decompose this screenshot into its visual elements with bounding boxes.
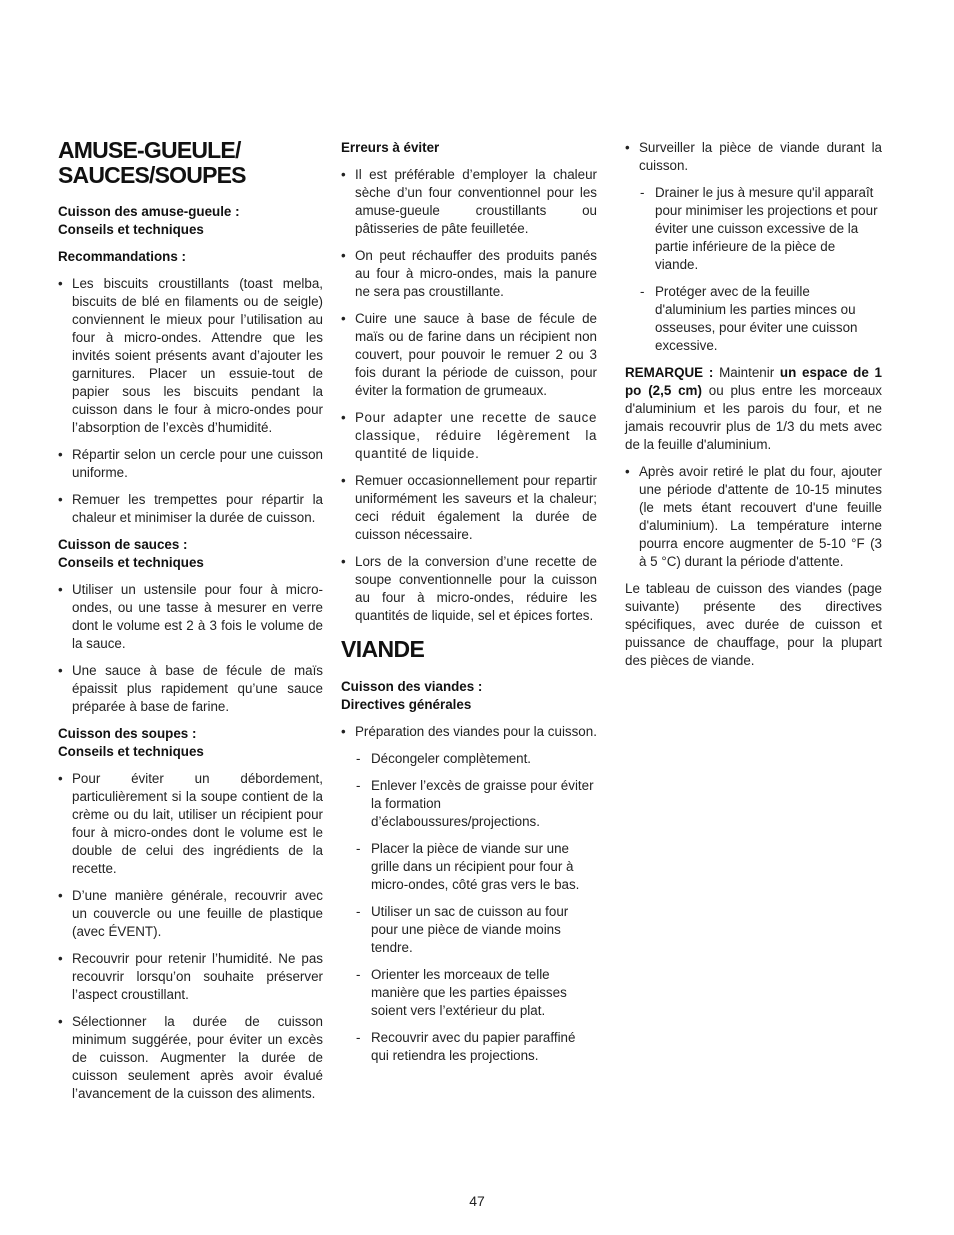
sauces-list <box>58 581 323 716</box>
list-item: • Sélectionner la durée de cuisson minimum suggérée, pour éviter un excès de cuisson. Augmenter la durée de cuisson seulement après avoir évalué l’avancement de la cuisson des aliments. <box>58 1013 323 1103</box>
column-right <box>625 139 882 679</box>
viandes-list <box>341 723 597 741</box>
surveiller-dash-list <box>625 184 882 355</box>
subheading-amuse-gueule: Cuisson des amuse-gueule : Conseils et techniques <box>58 204 240 237</box>
page-number: 47 <box>469 1193 485 1209</box>
list-item: - Drainer le jus à mesure qu'il apparaît pour minimiser les projections et pour éviter une cuisson excessive de la partie inférieure de la pièce de viande. <box>625 184 882 274</box>
list-item: - Enlever l’excès de graisse pour éviter la formation d’éclaboussures/projections. <box>341 777 597 831</box>
list-item: - Recouvrir avec du papier paraffiné qui retiendra les projections. <box>341 1029 597 1065</box>
subheading-sauces: Cuisson de sauces : Conseils et techniques <box>58 537 204 570</box>
list-item: • Utiliser un ustensile pour four à micro-ondes, ou une tasse à mesurer en verre dont le volume est 2 à 3 fois le volume de la sauce. <box>58 581 323 653</box>
list-item: • Pour adapter une recette de sauce classique, réduire légèrement la quantité de liquide. <box>341 409 597 463</box>
list-item: • Recouvrir pour retenir l’humidité. Ne pas recouvrir lorsqu’on souhaite préserver l’aspect croustillant. <box>58 950 323 1004</box>
list-item: • Préparation des viandes pour la cuisson. <box>341 723 597 741</box>
column-middle <box>341 139 597 1074</box>
list-item: - Protéger avec de la feuille d'aluminium les parties minces ou osseuses, pour éviter une cuisson excessive. <box>625 283 882 355</box>
surveiller-list <box>625 139 882 175</box>
erreurs-list <box>341 166 597 625</box>
list-item: • Répartir selon un cercle pour une cuisson uniforme. <box>58 446 323 482</box>
subheading-recommandations: Recommandations : <box>58 249 186 264</box>
list-item: • Cuire une sauce à base de fécule de maïs ou de farine dans un récipient non couvert, pour pouvoir le remuer 2 ou 3 fois durant la période de cuisson, pour éviter la formation de grumeaux. <box>341 310 597 400</box>
list-item: • Il est préférable d’employer la chaleur sèche d’un four conventionnel pour les amuse-gueule croustillants ou pâtisseries de pâte feuilletée. <box>341 166 597 238</box>
list-item: - Placer la pièce de viande sur une grille dans un récipient pour four à micro-ondes, côté gras vers le bas. <box>341 840 597 894</box>
list-item: • Lors de la conversion d’une recette de soupe conventionnelle pour la cuisson au four à micro-ondes, réduire les quantités de liquide, sel et épices fortes. <box>341 553 597 625</box>
column-left <box>58 138 323 1112</box>
list-item: - Utiliser un sac de cuisson au four pour une pièce de viande moins tendre. <box>341 903 597 957</box>
list-item: • On peut réchauffer des produits panés au four à micro-ondes, mais la panure ne sera pas croustillante. <box>341 247 597 301</box>
recommandations-list <box>58 275 323 527</box>
subheading-erreurs: Erreurs à éviter <box>341 140 440 155</box>
preparation-dash-list <box>341 750 597 1065</box>
subheading-viandes: Cuisson des viandes : Directives générales <box>341 679 483 712</box>
list-item: - Décongeler complètement. <box>341 750 597 768</box>
soupes-list <box>58 770 323 1103</box>
list-item: • D’une manière générale, recouvrir avec un couvercle ou une feuille de plastique (avec ÉVENT). <box>58 887 323 941</box>
tableau-paragraph: Le tableau de cuisson des viandes (page suivante) présente des directives spécifiques, avec durée de cuisson et puissance de chauffage, pour la plupart des pièces de viande. <box>625 581 882 668</box>
section-title-amuse-gueule: AMUSE-GUEULE/ SAUCES/SOUPES <box>58 137 246 188</box>
list-item: • Une sauce à base de fécule de maïs épaissit plus rapidement qu’une sauce préparée à base de farine. <box>58 662 323 716</box>
list-item: - Orienter les morceaux de telle manière que les parties épaisses soient vers l’extérieur du plat. <box>341 966 597 1020</box>
attente-list <box>625 463 882 571</box>
section-title-viande: VIANDE <box>341 636 425 662</box>
list-item: • Après avoir retiré le plat du four, ajouter une période d'attente de 10-15 minutes (le mets étant recouvert d'une feuille d'aluminium). La température interne pourra encore augmenter de 5-10 °F (3 à 5 °C) durant la période d'attente. <box>625 463 882 571</box>
list-item: • Remuer les trempettes pour répartir la chaleur et minimiser la durée de cuisson. <box>58 491 323 527</box>
list-item: • Pour éviter un débordement, particulièrement si la soupe contient de la crème ou du lait, utiliser un récipient pour four à micro-ondes dont le volume est le double de celui des ingrédients de la recette. <box>58 770 323 878</box>
remarque-paragraph: REMARQUE : Maintenir un espace de 1 po (2,5 cm) ou plus entre les morceaux d'aluminium et les parois du four, et ne jamais recouvrir plus de 1/3 du mets avec de la feuille d'aluminium. <box>625 365 883 452</box>
list-item: • Remuer occasionnellement pour repartir uniformément les saveurs et la chaleur; ceci réduit également la durée de cuisson nécessaire. <box>341 472 597 544</box>
list-item: • Les biscuits croustillants (toast melba, biscuits de blé en filaments ou de seigle) conviennent le mieux pour l’utilisation au four à micro-ondes. Attendre que les invités soient présents avant d’ajouter les garnitures. Placer un essuie-tout de papier sous les biscuits pendant la cuisson dans le four à micro-ondes pour l’absorption de l’excès d’humidité. <box>58 275 323 437</box>
subheading-soupes: Cuisson des soupes : Conseils et techniques <box>58 726 204 759</box>
list-item: • Surveiller la pièce de viande durant la cuisson. <box>625 139 882 175</box>
